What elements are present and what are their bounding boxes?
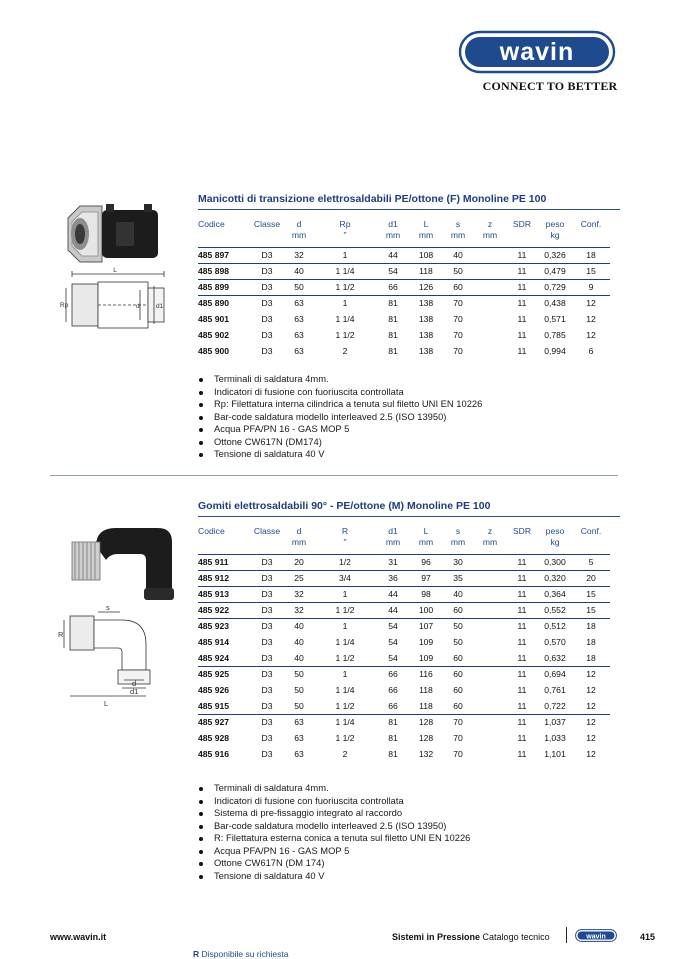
cell-sdr: 11 bbox=[517, 685, 527, 695]
feature-item: Tensione di saldatura 40 V bbox=[198, 448, 482, 461]
cell-thread: 1 1/2 bbox=[314, 602, 376, 618]
cell-d1: 66 bbox=[388, 685, 398, 695]
section2-table bbox=[198, 526, 610, 762]
cell-d1: 44 bbox=[376, 586, 410, 602]
cell-thread: 1 1/4 bbox=[314, 263, 376, 279]
cell-z bbox=[474, 343, 506, 359]
cell-z bbox=[474, 714, 506, 730]
cell-codice: 485 897 bbox=[198, 250, 230, 260]
feature-item: Indicatori di fusione con fuoriuscita controllata bbox=[198, 386, 482, 399]
cell-s: 70 bbox=[453, 733, 463, 743]
cell-thread: 1 1/4 bbox=[314, 714, 376, 730]
cell-codice: 485 900 bbox=[198, 346, 230, 356]
cell-d: 40 bbox=[284, 618, 314, 634]
cell-conf: 12 bbox=[586, 700, 596, 711]
cell-peso: 0,300 bbox=[544, 557, 566, 567]
table-row bbox=[198, 279, 610, 295]
cell-codice: 485 899 bbox=[198, 279, 250, 295]
cell-codice: 485 901 bbox=[198, 314, 230, 324]
section2-title: Gomiti elettrosaldabili 90° - PE/ottone (M) Monoline PE 100 bbox=[198, 500, 491, 512]
feature-item: Rp: Filettatura interna cilindrica a tenuta sul filetto UNI EN 10226 bbox=[198, 398, 482, 411]
cell-codice: 485 925 bbox=[198, 666, 250, 682]
cell-l: 97 bbox=[410, 570, 442, 586]
cell-d1: 81 bbox=[388, 733, 398, 743]
cell-d1: 54 bbox=[376, 263, 410, 279]
cell-conf: 15 bbox=[572, 602, 610, 618]
cell-l: 138 bbox=[418, 330, 434, 340]
cell-sdr: 11 bbox=[506, 263, 538, 279]
cell-codice: 485 902 bbox=[198, 330, 230, 340]
table-row bbox=[198, 295, 610, 311]
cell-classe: D3 bbox=[250, 714, 284, 730]
feature-item: Ottone CW617N (DM174) bbox=[198, 436, 482, 449]
section1-features bbox=[198, 373, 482, 461]
cell-classe: D3 bbox=[261, 250, 273, 260]
cell-l: 116 bbox=[410, 666, 442, 682]
cell-codice: 485 926 bbox=[198, 685, 230, 695]
cell-classe: D3 bbox=[261, 733, 273, 743]
cell-d: 50 bbox=[294, 700, 304, 711]
cell-d: 32 bbox=[284, 602, 314, 618]
cell-classe: D3 bbox=[261, 346, 273, 356]
table-row bbox=[198, 666, 610, 682]
cell-peso: 0,320 bbox=[538, 570, 572, 586]
cell-classe: D3 bbox=[250, 586, 284, 602]
diagram2-label-r: R bbox=[58, 630, 64, 639]
cell-s: 70 bbox=[453, 330, 463, 340]
page-number: 415 bbox=[640, 932, 656, 942]
cell-thread: 1 1/4 bbox=[335, 685, 355, 695]
table-header-row: Codice Classe d mm R " d1 mm L mm s mm z mm SDR peso kg Conf. bbox=[198, 526, 610, 554]
cell-s: 40 bbox=[453, 250, 463, 260]
cell-z bbox=[474, 602, 506, 618]
cell-d: 25 bbox=[284, 570, 314, 586]
diagram2-label-d1: d1 bbox=[130, 687, 139, 696]
cell-classe: D3 bbox=[261, 749, 273, 759]
diagram2-label-s: s bbox=[106, 603, 110, 612]
cell-conf: 12 bbox=[586, 733, 596, 743]
cell-s: 60 bbox=[442, 602, 474, 618]
cell-classe: D3 bbox=[250, 602, 284, 618]
cell-codice: 485 927 bbox=[198, 714, 250, 730]
cell-peso: 0,512 bbox=[538, 618, 572, 634]
cell-d: 32 bbox=[294, 250, 304, 260]
cell-peso: 0,571 bbox=[544, 314, 566, 324]
cell-sdr: 11 bbox=[517, 330, 527, 340]
cell-sdr: 11 bbox=[517, 314, 527, 324]
cell-l: 138 bbox=[410, 295, 442, 311]
cell-codice: 485 928 bbox=[198, 733, 230, 743]
section2-rule bbox=[198, 516, 620, 517]
transition-coupling-illustration bbox=[60, 200, 172, 340]
cell-peso: 0,570 bbox=[544, 637, 566, 647]
table-row bbox=[198, 682, 610, 698]
cell-conf: 12 bbox=[572, 295, 610, 311]
cell-z bbox=[474, 327, 506, 343]
cell-l: 118 bbox=[410, 263, 442, 279]
svg-text:wavin: wavin bbox=[586, 933, 606, 941]
cell-d1: 44 bbox=[376, 602, 410, 618]
cell-thread: 1 1/4 bbox=[335, 314, 355, 324]
cell-l: 138 bbox=[418, 346, 434, 356]
cell-thread: 1 1/4 bbox=[335, 637, 355, 647]
cell-l: 138 bbox=[418, 314, 434, 324]
cell-codice: 485 914 bbox=[198, 637, 230, 647]
cell-classe: D3 bbox=[261, 314, 273, 324]
table-row bbox=[198, 698, 610, 714]
cell-codice: 485 898 bbox=[198, 263, 250, 279]
cell-sdr: 11 bbox=[517, 749, 527, 759]
cell-s: 30 bbox=[453, 557, 463, 567]
cell-d1: 81 bbox=[376, 714, 410, 730]
cell-conf: 12 bbox=[572, 666, 610, 682]
cell-classe: D3 bbox=[261, 330, 273, 340]
cell-peso: 1,037 bbox=[538, 714, 572, 730]
feature-item: Acqua PFA/PN 16 - GAS MOP 5 bbox=[198, 423, 482, 436]
cell-conf: 12 bbox=[586, 685, 596, 695]
cell-sdr: 11 bbox=[517, 652, 527, 663]
table-row bbox=[198, 586, 610, 602]
cell-conf: 5 bbox=[588, 557, 594, 567]
cell-peso: 0,729 bbox=[538, 279, 572, 295]
cell-thread: 2 bbox=[342, 749, 348, 759]
cell-l: 109 bbox=[418, 652, 434, 663]
feature-item: Ottone CW617N (DM 174) bbox=[198, 857, 470, 870]
cell-peso: 1,101 bbox=[544, 749, 566, 759]
cell-peso: 0,994 bbox=[544, 346, 566, 356]
cell-thread: 1 1/2 bbox=[314, 279, 376, 295]
elbow-fitting-illustration bbox=[58, 520, 178, 712]
cell-s: 50 bbox=[453, 637, 463, 647]
section-divider bbox=[50, 475, 618, 476]
cell-z bbox=[474, 570, 506, 586]
feature-item: Bar-code saldatura modello interleaved 2.5 (ISO 13950) bbox=[198, 411, 482, 424]
cell-codice: 485 913 bbox=[198, 586, 250, 602]
cell-thread: 1/2 bbox=[339, 557, 351, 567]
cell-conf: 12 bbox=[586, 749, 596, 759]
cell-peso: 0,694 bbox=[538, 666, 572, 682]
feature-item: Acqua PFA/PN 16 - GAS MOP 5 bbox=[198, 845, 470, 858]
cell-conf: 18 bbox=[586, 250, 596, 260]
diagram2-label-d: d bbox=[132, 679, 137, 688]
cell-peso: 0,761 bbox=[544, 685, 566, 695]
diagram1-label-d: d bbox=[136, 303, 140, 310]
cell-z bbox=[474, 746, 506, 762]
cell-conf: 18 bbox=[572, 618, 610, 634]
cell-sdr: 11 bbox=[506, 586, 538, 602]
cell-d: 63 bbox=[284, 295, 314, 311]
cell-l: 96 bbox=[421, 557, 431, 567]
cell-classe: D3 bbox=[250, 263, 284, 279]
cell-d: 63 bbox=[294, 733, 304, 743]
cell-peso: 0,479 bbox=[538, 263, 572, 279]
logo-text: wavin bbox=[499, 38, 575, 66]
cell-conf: 15 bbox=[572, 263, 610, 279]
tagline: CONNECT TO BETTER bbox=[482, 79, 618, 93]
cell-conf: 12 bbox=[572, 714, 610, 730]
cell-codice: 485 912 bbox=[198, 570, 250, 586]
cell-sdr: 11 bbox=[517, 250, 527, 260]
cell-s: 70 bbox=[442, 714, 474, 730]
cell-conf: 9 bbox=[572, 279, 610, 295]
cell-l: 132 bbox=[418, 749, 434, 759]
table-row bbox=[198, 634, 610, 650]
table-row bbox=[198, 714, 610, 730]
cell-conf: 12 bbox=[586, 314, 596, 324]
cell-sdr: 11 bbox=[506, 714, 538, 730]
cell-classe: D3 bbox=[250, 666, 284, 682]
cell-codice: 485 911 bbox=[198, 557, 229, 567]
cell-d1: 66 bbox=[376, 279, 410, 295]
cell-thread: 1 bbox=[314, 586, 376, 602]
cell-z bbox=[474, 682, 506, 698]
cell-sdr: 11 bbox=[506, 295, 538, 311]
feature-item: Tensione di saldatura 40 V bbox=[198, 870, 470, 883]
cell-d1: 66 bbox=[388, 700, 398, 711]
cell-d1: 54 bbox=[376, 618, 410, 634]
footer-catalog: Sistemi in Pressione Catalogo tecnico bbox=[392, 932, 550, 942]
cell-s: 50 bbox=[442, 263, 474, 279]
cell-s: 60 bbox=[453, 700, 463, 711]
cell-conf: 20 bbox=[572, 570, 610, 586]
cell-l: 126 bbox=[410, 279, 442, 295]
cell-l: 128 bbox=[410, 714, 442, 730]
cell-d1: 31 bbox=[388, 557, 398, 567]
cell-d1: 81 bbox=[388, 749, 398, 759]
cell-conf: 6 bbox=[588, 346, 594, 356]
cell-d1: 81 bbox=[388, 346, 398, 356]
cell-l: 108 bbox=[418, 250, 434, 260]
cell-l: 118 bbox=[419, 700, 433, 711]
cell-d1: 44 bbox=[388, 250, 398, 260]
cell-classe: D3 bbox=[250, 570, 284, 586]
cell-s: 60 bbox=[453, 652, 463, 663]
table-row bbox=[198, 650, 610, 666]
cell-s: 60 bbox=[442, 279, 474, 295]
cell-thread: 1 bbox=[342, 250, 348, 260]
cell-d: 63 bbox=[284, 714, 314, 730]
cell-z bbox=[474, 311, 506, 327]
cell-l: 128 bbox=[418, 733, 434, 743]
cell-z bbox=[474, 586, 506, 602]
table-row bbox=[198, 570, 610, 586]
feature-item: Sistema di pre-fissaggio integrato al raccordo bbox=[198, 807, 470, 820]
cell-d: 40 bbox=[294, 652, 304, 663]
diagram1-label-d1: d1 bbox=[156, 303, 164, 310]
cell-thread: 1 1/2 bbox=[335, 652, 355, 663]
footer-url[interactable]: www.wavin.it bbox=[50, 932, 107, 942]
diagram1-label-l: L bbox=[113, 267, 117, 274]
cell-z bbox=[474, 730, 506, 746]
cell-d1: 54 bbox=[388, 652, 398, 663]
cell-z bbox=[474, 650, 506, 666]
cell-peso: 0,326 bbox=[544, 250, 566, 260]
table-row bbox=[198, 618, 610, 634]
cell-s: 70 bbox=[453, 749, 463, 759]
cell-l: 109 bbox=[418, 637, 434, 647]
cell-peso: 0,722 bbox=[544, 700, 566, 711]
cell-classe: D3 bbox=[261, 700, 273, 711]
cell-thread: 1 1/2 bbox=[335, 700, 355, 711]
cell-classe: D3 bbox=[261, 557, 273, 567]
table-row bbox=[198, 327, 610, 343]
cell-sdr: 11 bbox=[517, 637, 527, 647]
cell-peso: 1,033 bbox=[544, 733, 566, 743]
cell-d: 63 bbox=[294, 314, 304, 324]
cell-thread: 1 1/2 bbox=[335, 330, 355, 340]
section2-features bbox=[198, 782, 470, 882]
cell-conf: 18 bbox=[586, 637, 596, 647]
cell-z bbox=[474, 295, 506, 311]
footer-note: R Disponibile su richiesta bbox=[193, 949, 289, 959]
cell-conf: 18 bbox=[586, 652, 596, 663]
cell-peso: 0,632 bbox=[544, 652, 566, 663]
table-row bbox=[198, 746, 610, 762]
cell-thread: 1 bbox=[314, 618, 376, 634]
feature-item: R: Filettatura esterna conica a tenuta sul filetto UNI EN 10226 bbox=[198, 832, 470, 845]
cell-s: 40 bbox=[442, 586, 474, 602]
cell-z bbox=[474, 554, 506, 570]
diagram2-label-l: L bbox=[104, 699, 109, 708]
cell-peso: 0,785 bbox=[544, 330, 566, 340]
table-row bbox=[198, 730, 610, 746]
cell-thread: 1 1/2 bbox=[335, 733, 355, 743]
cell-d: 63 bbox=[294, 346, 304, 356]
cell-conf: 12 bbox=[586, 330, 596, 340]
table-row bbox=[198, 263, 610, 279]
section1-table bbox=[198, 219, 610, 359]
cell-d: 63 bbox=[294, 330, 304, 340]
cell-codice: 485 916 bbox=[198, 749, 230, 759]
cell-peso: 0,364 bbox=[538, 586, 572, 602]
cell-s: 70 bbox=[453, 314, 463, 324]
cell-l: 118 bbox=[419, 685, 433, 695]
feature-item: Terminali di saldatura 4mm. bbox=[198, 782, 470, 795]
feature-item: Indicatori di fusione con fuoriuscita controllata bbox=[198, 795, 470, 808]
cell-l: 100 bbox=[410, 602, 442, 618]
cell-classe: D3 bbox=[250, 279, 284, 295]
cell-d: 50 bbox=[284, 666, 314, 682]
cell-s: 35 bbox=[442, 570, 474, 586]
table-row bbox=[198, 247, 610, 263]
cell-codice: 485 923 bbox=[198, 618, 250, 634]
table-row bbox=[198, 343, 610, 359]
cell-conf: 15 bbox=[572, 586, 610, 602]
table-row bbox=[198, 602, 610, 618]
cell-d: 63 bbox=[294, 749, 304, 759]
table-row bbox=[198, 554, 610, 570]
cell-d1: 54 bbox=[388, 637, 398, 647]
cell-classe: D3 bbox=[250, 295, 284, 311]
cell-sdr: 11 bbox=[517, 700, 527, 711]
cell-z bbox=[474, 247, 506, 263]
cell-classe: D3 bbox=[261, 637, 273, 647]
cell-thread: 3/4 bbox=[314, 570, 376, 586]
cell-classe: D3 bbox=[261, 685, 273, 695]
cell-d1: 66 bbox=[376, 666, 410, 682]
cell-l: 107 bbox=[410, 618, 442, 634]
cell-s: 50 bbox=[442, 618, 474, 634]
cell-d: 40 bbox=[284, 263, 314, 279]
cell-z bbox=[474, 263, 506, 279]
cell-sdr: 11 bbox=[517, 733, 527, 743]
cell-d: 50 bbox=[294, 685, 304, 695]
cell-d1: 36 bbox=[376, 570, 410, 586]
cell-thread: 1 bbox=[314, 666, 376, 682]
cell-classe: D3 bbox=[250, 618, 284, 634]
cell-sdr: 11 bbox=[506, 666, 538, 682]
cell-l: 98 bbox=[410, 586, 442, 602]
cell-d: 40 bbox=[294, 637, 304, 647]
feature-item: Bar-code saldatura modello interleaved 2.5 (ISO 13950) bbox=[198, 820, 470, 833]
footer-divider bbox=[566, 927, 567, 943]
wavin-logo bbox=[458, 30, 616, 74]
cell-z bbox=[474, 618, 506, 634]
cell-sdr: 11 bbox=[506, 618, 538, 634]
cell-thread: 2 bbox=[342, 346, 348, 356]
cell-codice: 485 890 bbox=[198, 295, 250, 311]
cell-codice: 485 924 bbox=[198, 652, 230, 663]
section1-rule bbox=[198, 209, 620, 210]
cell-sdr: 11 bbox=[506, 602, 538, 618]
cell-d: 50 bbox=[284, 279, 314, 295]
cell-peso: 0,438 bbox=[538, 295, 572, 311]
cell-s: 60 bbox=[442, 666, 474, 682]
cell-s: 70 bbox=[453, 346, 463, 356]
cell-codice: 485 915 bbox=[198, 700, 230, 711]
cell-d1: 81 bbox=[388, 314, 398, 324]
footer-wavin-logo bbox=[575, 929, 617, 942]
cell-z bbox=[474, 279, 506, 295]
cell-s: 60 bbox=[453, 685, 463, 695]
cell-d1: 81 bbox=[376, 295, 410, 311]
cell-codice: 485 922 bbox=[198, 602, 250, 618]
cell-sdr: 11 bbox=[517, 557, 527, 567]
cell-z bbox=[474, 666, 506, 682]
cell-d: 20 bbox=[294, 557, 304, 567]
cell-sdr: 11 bbox=[506, 570, 538, 586]
table-header-row: Codice Classe d mm Rp " d1 mm L mm s mm z mm SDR peso kg Conf. bbox=[198, 219, 610, 247]
cell-z bbox=[474, 634, 506, 650]
cell-d1: 81 bbox=[388, 330, 398, 340]
diagram1-label-rp: Rp bbox=[60, 302, 69, 309]
cell-peso: 0,552 bbox=[538, 602, 572, 618]
cell-s: 70 bbox=[442, 295, 474, 311]
table-row bbox=[198, 311, 610, 327]
cell-d: 32 bbox=[284, 586, 314, 602]
cell-sdr: 11 bbox=[517, 346, 527, 356]
cell-sdr: 11 bbox=[506, 279, 538, 295]
section1-title: Manicotti di transizione elettrosaldabili PE/ottone (F) Monoline PE 100 bbox=[198, 193, 547, 205]
cell-z bbox=[474, 698, 506, 714]
cell-thread: 1 bbox=[314, 295, 376, 311]
feature-item: Terminali di saldatura 4mm. bbox=[198, 373, 482, 386]
cell-classe: D3 bbox=[261, 652, 273, 663]
